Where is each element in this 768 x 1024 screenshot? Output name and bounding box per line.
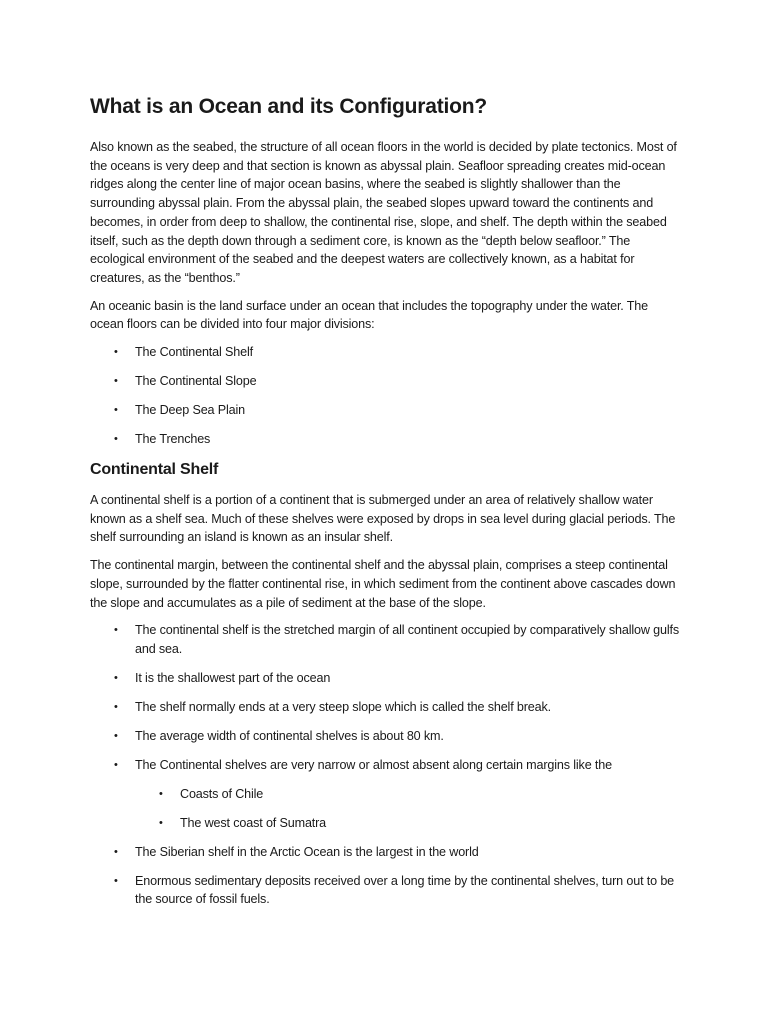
list-item [90,727,680,746]
bullet-icon: • [114,671,118,684]
list-item-text: Enormous sedimentary deposits received over a long time by the continental shelves, turn out to be the source of fossil fuels. [135,873,675,907]
bullet-icon: • [114,845,118,858]
bullet-icon: • [114,758,118,771]
list-item [90,621,680,658]
bullet-icon: • [114,874,118,887]
shelf-facts-list [90,621,680,909]
bullet-icon: • [159,787,163,800]
list-item [90,698,680,717]
bullet-icon: • [159,816,163,829]
divisions-list [90,343,680,449]
sub-list-item [135,814,680,833]
sub-list-item-text: Coasts of Chile [180,786,264,801]
bullet-icon: • [114,375,118,388]
section-paragraph-1: A continental shelf is a portion of a continent that is submerged under an area of relatively shallow water known as a shelf sea. Much of these shelves were exposed by drops in sea level during glacial periods. The shelf surrounding an island is known as an insular shelf. [90,493,676,545]
sub-list-item [135,785,680,804]
bullet-icon: • [114,404,118,417]
list-item [90,872,680,909]
bullet-icon: • [114,729,118,742]
list-item-text: The Siberian shelf in the Arctic Ocean is the largest in the world [135,844,479,859]
section-heading: Continental Shelf [90,461,219,479]
sub-list-item-text: The west coast of Sumatra [180,815,327,830]
bullet-icon: • [114,700,118,713]
list-item-text: The Continental Slope [135,374,257,389]
page-title: What is an Ocean and its Configuration? [90,95,488,118]
bullet-icon: • [114,346,118,359]
list-item-text: The average width of continental shelves is about 80 km. [135,728,444,743]
list-item-text: The Continental Shelf [135,345,253,360]
document-page [90,92,680,919]
list-item [90,430,680,449]
list-item [90,401,680,420]
list-item [90,843,680,862]
bullet-icon: • [114,624,118,637]
section-paragraph-2: The continental margin, between the continental shelf and the abyssal plain, comprises a steep continental slope, surrounded by the flatter continental rise, in which sediment from the continent above cascades down the slope and accumulates as a pile of sediment at the base of the slope. [90,558,676,610]
sub-list [135,785,680,833]
list-item-text: The Trenches [135,432,211,447]
list-item [90,669,680,688]
intro-paragraph-1: Also known as the seabed, the structure of all ocean floors in the world is decided by plate tectonics. Most of the oceans is very deep and that section is known as abyssal plain. Seafloor spreading creates mid-ocean ridges along the center line of major ocean basins, where the seabed is slightly shallower than the surrounding abyssal plain. From the abyssal plain, the seabed slopes upward toward the continents and becomes, in order from deep to shallow, the continental rise, slope, and shelf. The depth within the seabed itself, such as the depth down through a sediment core, is known as the “depth below seafloor.” The ecological environment of the seabed and the deepest waters are collectively known, as a habitat for creatures, as the “benthos.” [90,140,677,285]
list-item [90,343,680,362]
list-item [90,756,680,832]
list-item [90,372,680,391]
bullet-icon: • [114,433,118,446]
list-item-text: The shelf normally ends at a very steep slope which is called the shelf break. [135,699,552,714]
list-item-text: It is the shallowest part of the ocean [135,670,331,685]
list-item-text: The Deep Sea Plain [135,403,246,418]
list-item-text: The continental shelf is the stretched margin of all continent occupied by comparatively shallow gulfs and sea. [135,623,680,656]
intro-paragraph-2: An oceanic basin is the land surface under an ocean that includes the topography under the water. The ocean floors can be divided into four major divisions: [90,298,649,332]
list-item-text: The Continental shelves are very narrow or almost absent along certain margins like the [135,757,612,772]
